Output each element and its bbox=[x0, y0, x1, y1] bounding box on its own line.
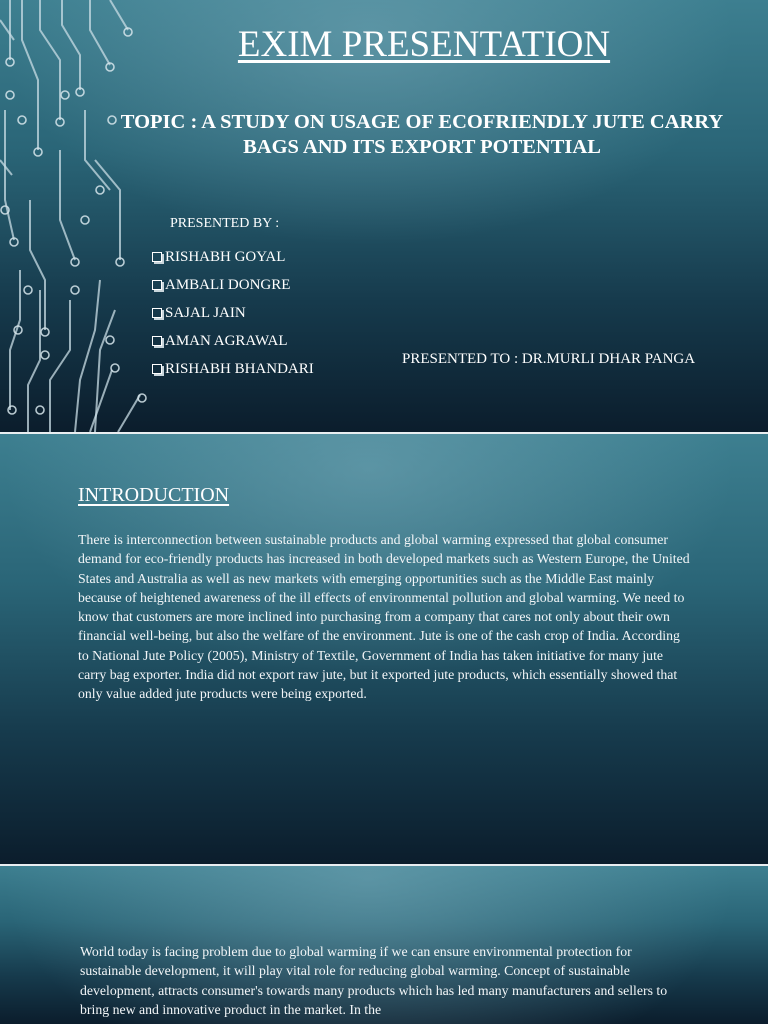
list-item: RISHABH GOYAL bbox=[152, 243, 314, 271]
body-paragraph: World today is facing problem due to global warming if we can ensure environmental protection for sustainable development, it will play vital role for reducing global warming. Concept of sustainable development, attracts consumer's towards many products which has led many manufacturers and sellers to bring new and innovative product in the market. In the bbox=[80, 944, 668, 1017]
list-item: SAJAL JAIN bbox=[152, 299, 314, 327]
section-heading: INTRODUCTION bbox=[78, 484, 230, 506]
introduction-slide bbox=[0, 434, 768, 864]
content-slide bbox=[0, 866, 768, 1024]
checkbox-bullet-icon bbox=[152, 336, 162, 346]
presentation-title: EXIM PRESENTATION bbox=[237, 24, 611, 65]
checkbox-bullet-icon bbox=[152, 364, 162, 374]
presented-by-label: PRESENTED BY : bbox=[170, 216, 280, 231]
list-item: AMAN AGRAWAL bbox=[152, 327, 314, 355]
list-item: AMBALI DONGRE bbox=[152, 271, 314, 299]
presenter-list bbox=[152, 243, 314, 383]
checkbox-bullet-icon bbox=[152, 252, 162, 262]
checkbox-bullet-icon bbox=[152, 280, 162, 290]
topic-heading: TOPIC : A STUDY ON USAGE OF ECOFRIENDLY JUTE CARRY BAGS AND ITS EXPORT POTENTIAL bbox=[120, 111, 724, 158]
list-item: RISHABH BHANDARI bbox=[152, 355, 314, 383]
introduction-paragraph: There is interconnection between sustainable products and global warming expressed that global consumer demand for eco-friendly products has increased in both developed markets such as Western Europe, the United States and Australia as well as new markets with emerging opportunities such as the Middle East mainly because of heightened awareness of the ill effects of environmental pollution and global warming. We need to know that customers are more inclined into purchasing from a company that cares not only about their own financial well-being, but also the welfare of the environment. Jute is one of the cash crop of India. According to National Jute Policy (2005), Ministry of Textile, Government of India has taken initiative for many jute carry bag exporter. India did not export raw jute, but it exported jute products, which essentially showed that only value added jute products were being exported. bbox=[78, 532, 690, 702]
presented-to-text: PRESENTED TO : DR.MURLI DHAR PANGA bbox=[402, 351, 696, 367]
checkbox-bullet-icon bbox=[152, 308, 162, 318]
title-slide bbox=[0, 0, 768, 432]
